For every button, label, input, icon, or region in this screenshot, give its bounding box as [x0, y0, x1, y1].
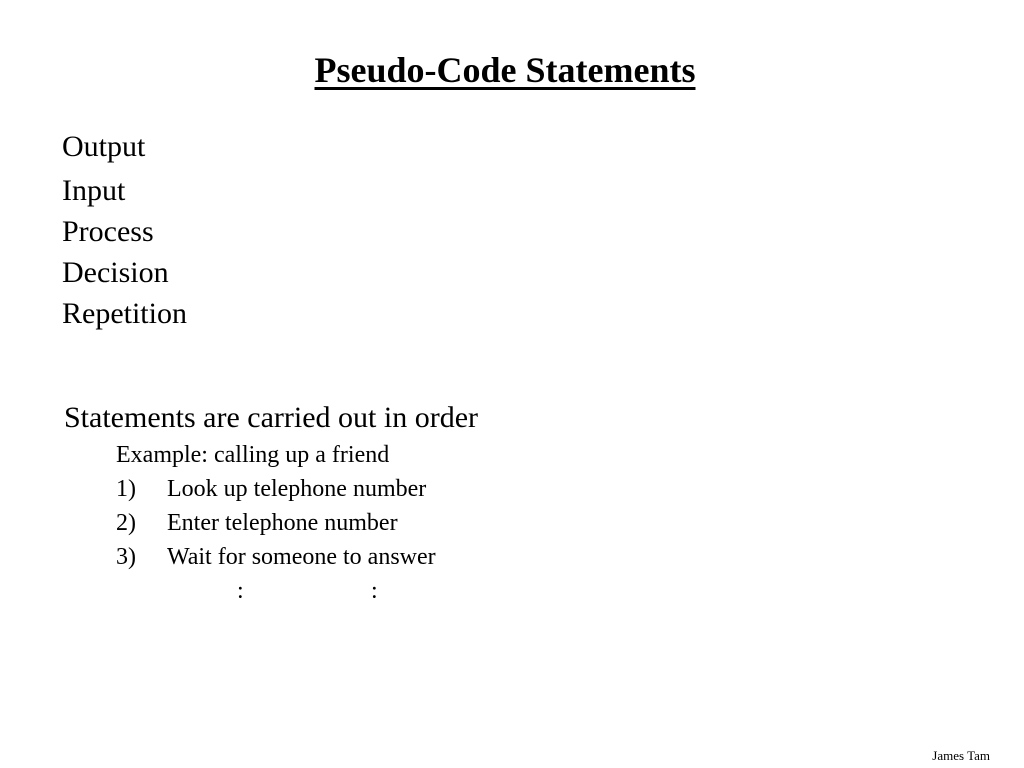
step-text: Look up telephone number: [167, 476, 427, 502]
continuation-mark: :: [237, 578, 244, 604]
sequence-heading: Statements are carried out in order: [64, 401, 478, 434]
step-number: 3): [116, 544, 136, 570]
example-label: Example: calling up a friend: [116, 442, 390, 468]
statement-types-list: [62, 126, 187, 334]
step-item: [116, 540, 436, 574]
step-number: 2): [116, 510, 136, 536]
example-block: [116, 438, 436, 608]
step-text: Wait for someone to answer: [167, 544, 436, 570]
slide-title: [0, 48, 1010, 92]
continuation-marks: [116, 574, 436, 608]
step-text: Enter telephone number: [167, 510, 398, 536]
topic-item-input: Input: [62, 174, 126, 207]
example-steps: [116, 472, 436, 574]
step-item: [116, 506, 436, 540]
step-number: 1): [116, 476, 136, 502]
topic-item-output: Output: [62, 130, 146, 163]
topic-item-process: Process: [62, 215, 154, 248]
topic-item-decision: Decision: [62, 256, 169, 289]
slide-title-text: Pseudo-Code Statements: [314, 50, 696, 90]
continuation-mark: :: [371, 578, 378, 604]
step-item: [116, 472, 436, 506]
topic-item-repetition: Repetition: [62, 297, 187, 330]
footer-author: James Tam: [932, 748, 990, 763]
